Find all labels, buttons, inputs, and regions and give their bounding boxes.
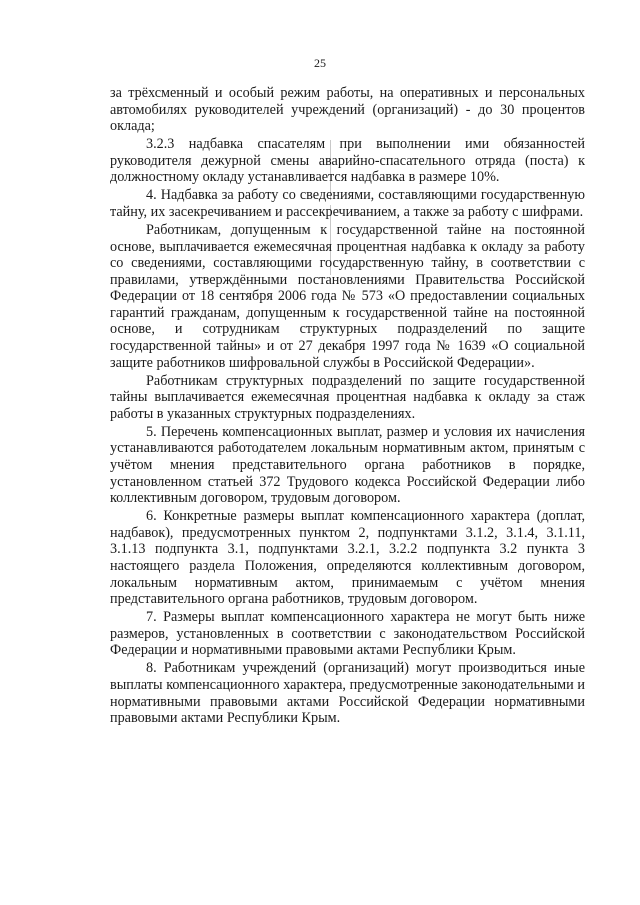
paragraph-7: 7. Размеры выплат компенсационного характера не могут быть ниже размеров, установленных в соответствии с законодательством Российской Федерации и нормативными правовыми актами Республики Крым. xyxy=(110,609,585,659)
document-body xyxy=(110,85,585,728)
paragraph-6: 6. Конкретные размеры выплат компенсационного характера (доплат, надбавок), предусмотренных пунктом 2, подпунктами 3.1.2, 3.1.4, 3.1.11, 3.1.13 подпункта 3.1, подпунктами 3.2.1, 3.2.2 подпункта 3.2 пункта 3 настоящего раздела Положения, определяются коллективным договором, локальным нормативным актом, принимаемым с учётом мнения представительного органа работников, трудовым договором. xyxy=(110,508,585,608)
paragraph-3-2-3: 3.2.3 надбавка спасателям при выполнении ими обязанностей руководителя дежурной смены аварийно-спасательного отряда (поста) к должностному окладу устанавливается надбавка в размере 10%. xyxy=(110,136,585,186)
paragraph-8: 8. Работникам учреждений (организаций) могут производиться иные выплаты компенсационного характера, предусмотренные законодательными и нормативными правовыми актами Российской Федерации нормативными правовыми актами Республики Крым. xyxy=(110,660,585,727)
page-number: 25 xyxy=(314,56,326,70)
paragraph-structural-units-bonus: Работникам структурных подразделений по защите государственной тайны выплачивается ежемесячная процентная надбавка к окладу за стаж работы в указанных структурных подразделениях. xyxy=(110,372,585,422)
paragraph-continuation: за трёхсменный и особый режим работы, на оперативных и персональных автомобилях руководителей учреждений (организаций) - до 30 процентов оклада; xyxy=(110,85,585,135)
paragraph-5: 5. Перечень компенсационных выплат, размер и условия их начисления устанавливаются работодателем локальным нормативным актом, принятым с учётом мнения представительного органа работников в порядке, установленном статьей 372 Трудового кодекса Российской Федерации либо коллективным договором, трудовым договором. xyxy=(110,423,585,507)
paragraph-4: 4. Надбавка за работу со сведениями, составляющими государственную тайну, их засекречиванием и рассекречиванием, а также за работу с шифрами. xyxy=(110,187,585,220)
paragraph-state-secret-bonus: Работникам, допущенным к государственной тайне на постоянной основе, выплачивается ежемесячная процентная надбавка к окладу за работу со сведениями, составляющими государственную тайну, в соответствии с правилами, утверждёнными постановлениями Правительства Российской Федерации от 18 сентября 2006 года № 573 «О предоставлении социальных гарантий гражданам, допущенным к государственной тайне на постоянной основе, и сотрудникам структурных подразделений по защите государственной тайны» и от 27 декабря 1997 года № 1639 «О социальной защите работников шифровальной службы в Российской Федерации». xyxy=(110,221,585,371)
